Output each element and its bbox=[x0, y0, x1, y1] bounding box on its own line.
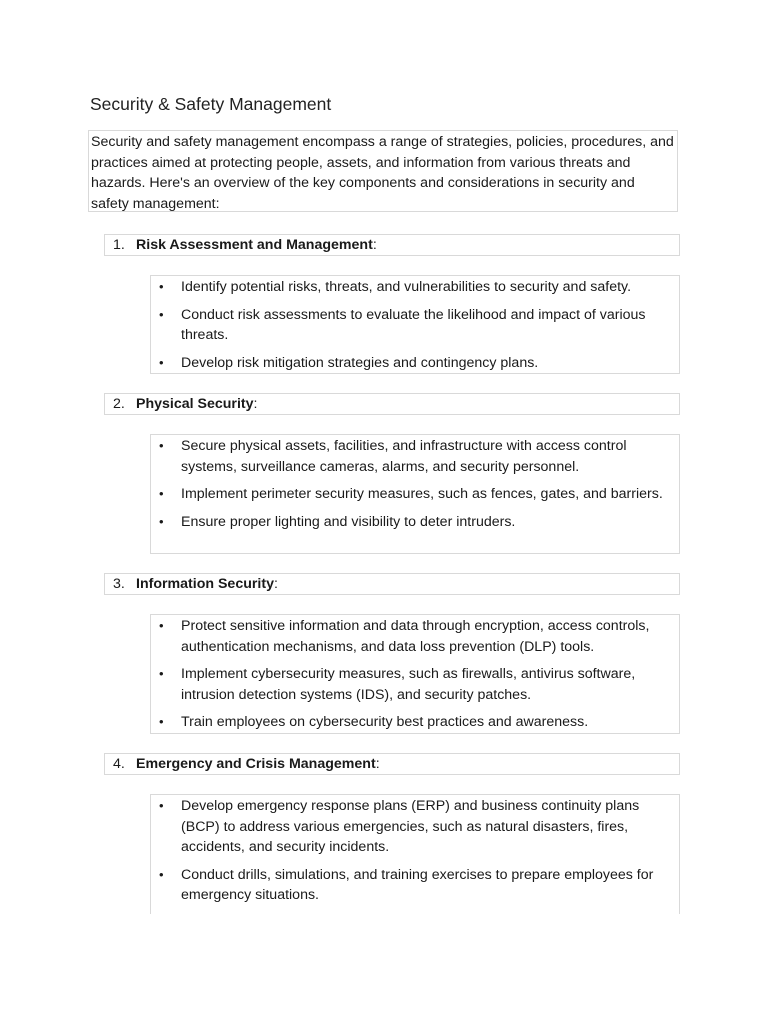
section-colon: : bbox=[375, 756, 380, 772]
list-item: • Conduct drills, simulations, and training exercises to prepare employees for emergency situations. bbox=[151, 865, 679, 906]
section-colon: : bbox=[253, 396, 258, 412]
list-item: • Develop emergency response plans (ERP) and business continuity plans (BCP) to address various emergencies, such as natural disasters, fires, accidents, and security incidents. bbox=[151, 796, 679, 858]
section-heading bbox=[104, 753, 680, 775]
list-item: • Develop risk mitigation strategies and contingency plans. bbox=[151, 353, 679, 374]
section-number: 3. bbox=[113, 576, 125, 592]
bullet-list bbox=[150, 275, 680, 374]
section-title: Risk Assessment and Management bbox=[136, 237, 373, 253]
page-title: Security & Safety Management bbox=[90, 94, 332, 114]
section-colon: : bbox=[273, 576, 278, 592]
list-item: • Implement perimeter security measures, such as fences, gates, and barriers. bbox=[151, 484, 679, 505]
section-title: Physical Security bbox=[136, 396, 254, 412]
list-item: • Protect sensitive information and data through encryption, access controls, authentication mechanisms, and data loss prevention (DLP) tools. bbox=[151, 616, 679, 657]
list-item: • Secure physical assets, facilities, and infrastructure with access control systems, surveillance cameras, alarms, and security personnel. bbox=[151, 436, 679, 477]
list-item: • Implement cybersecurity measures, such as firewalls, antivirus software, intrusion detection systems (IDS), and security patches. bbox=[151, 664, 679, 705]
list-item: • Identify potential risks, threats, and vulnerabilities to security and safety. bbox=[151, 277, 679, 298]
bullet-list bbox=[150, 794, 680, 914]
intro-paragraph: Security and safety management encompass a range of strategies, policies, procedures, and practices aimed at protecting people, assets, and information from various threats and hazards. Here's an overview of the key components and considerations in security and safety management: bbox=[88, 130, 678, 212]
section-colon: : bbox=[372, 237, 377, 253]
section-heading bbox=[104, 234, 680, 256]
list-item: • Conduct risk assessments to evaluate the likelihood and impact of various threats. bbox=[151, 305, 679, 346]
section-heading bbox=[104, 393, 680, 415]
section-number: 2. bbox=[113, 396, 125, 412]
bullet-list bbox=[150, 614, 680, 734]
list-item: • Ensure proper lighting and visibility to deter intruders. bbox=[151, 512, 679, 533]
section-number: 1. bbox=[113, 237, 125, 253]
section-heading bbox=[104, 573, 680, 595]
bullet-list bbox=[150, 434, 680, 554]
section-title: Information Security bbox=[136, 576, 274, 592]
section-number: 4. bbox=[113, 756, 125, 772]
section-title: Emergency and Crisis Management bbox=[136, 756, 376, 772]
list-item: • Train employees on cybersecurity best practices and awareness. bbox=[151, 712, 679, 733]
